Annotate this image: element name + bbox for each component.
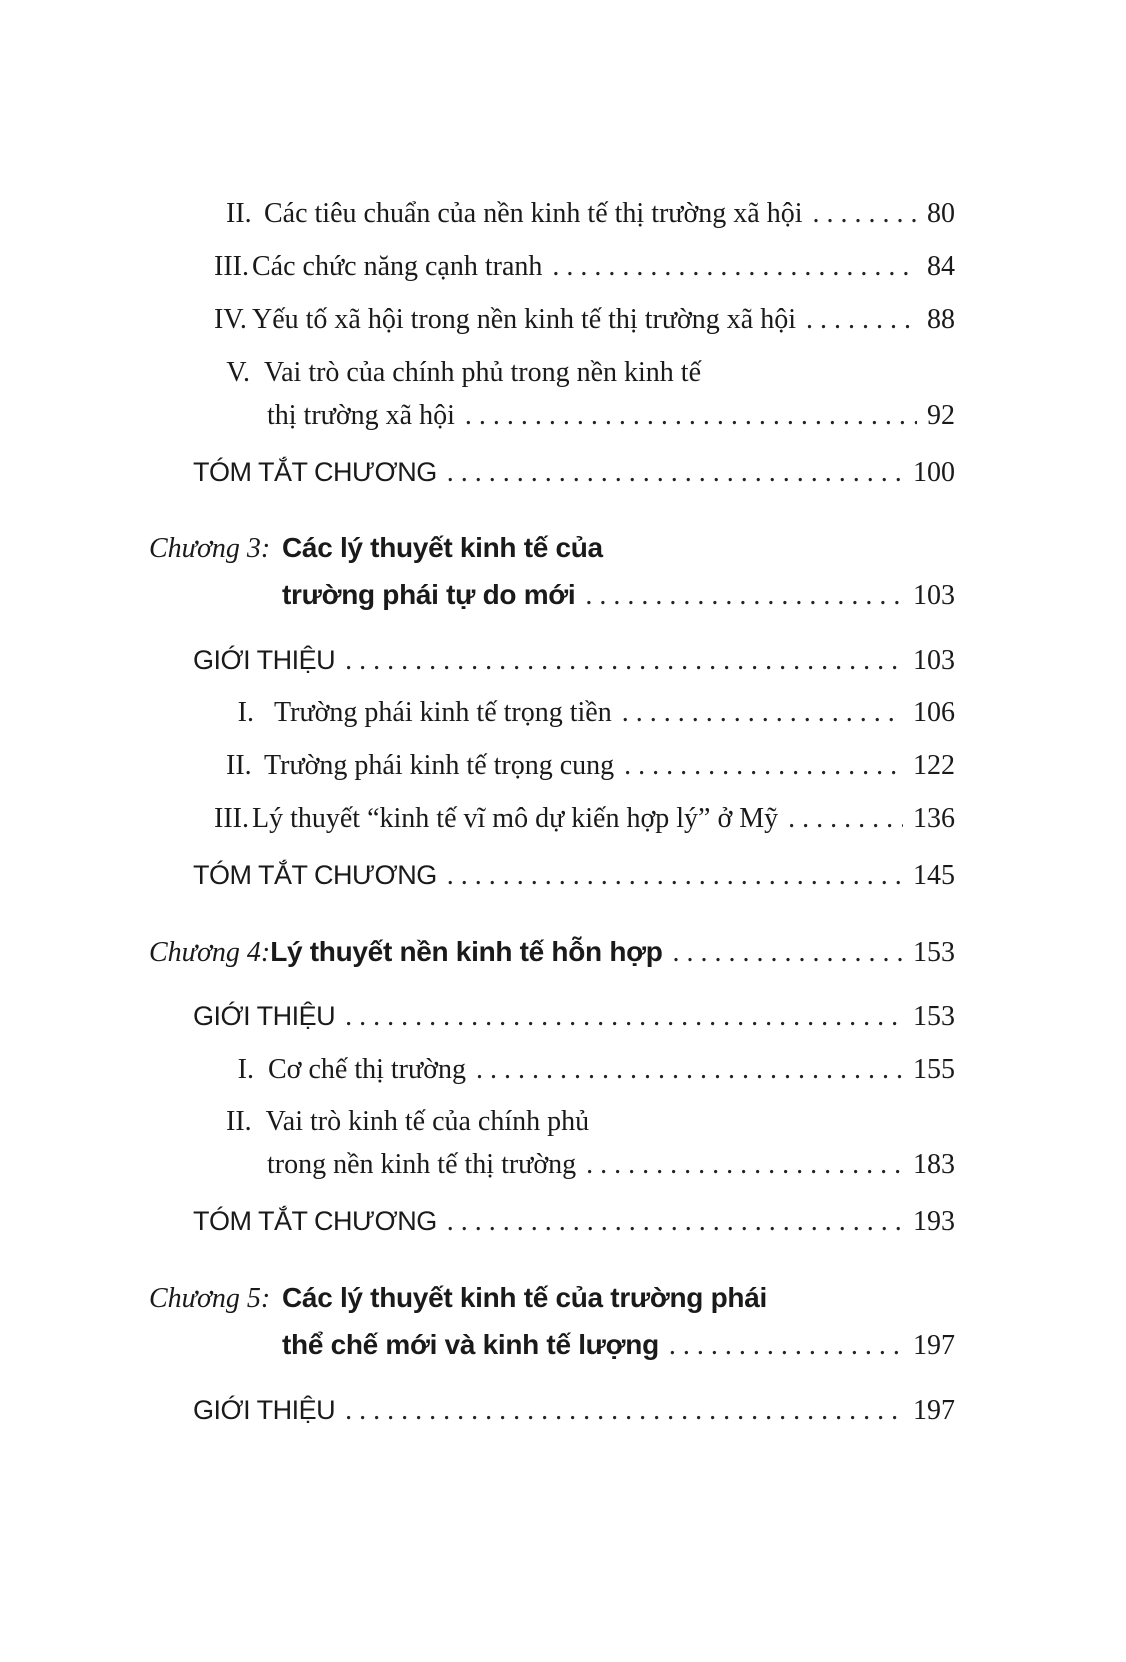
- chapter-heading: [149, 934, 955, 971]
- dot-leader: [345, 643, 903, 679]
- dot-leader: [552, 249, 917, 285]
- page-number: 197: [913, 1330, 955, 1361]
- dot-leader: [447, 1204, 903, 1240]
- entry-title-continued: thị trường xã hội: [267, 400, 455, 431]
- entry-title: TÓM TẮT CHƯƠNG: [193, 860, 437, 890]
- dot-leader: [585, 578, 903, 614]
- dot-leader: [806, 302, 917, 338]
- section-number: I.: [237, 1054, 254, 1085]
- entry-title: Trường phái kinh tế trọng tiền: [274, 697, 612, 728]
- section-number: IV.: [214, 304, 247, 335]
- chapter-label: Chương 5:: [149, 1283, 271, 1314]
- toc-entry: [267, 1147, 955, 1183]
- page-number: 145: [913, 860, 955, 891]
- dot-leader: [622, 695, 903, 731]
- toc-entry: [226, 196, 955, 232]
- dot-leader: [586, 1147, 903, 1183]
- page-number: 183: [913, 1149, 955, 1180]
- page-number: 193: [913, 1206, 955, 1237]
- dot-leader: [813, 196, 918, 232]
- toc-entry: [236, 1052, 955, 1088]
- dot-leader: [465, 398, 917, 434]
- page-number: 84: [927, 251, 955, 282]
- section-number: II.: [226, 1106, 252, 1137]
- toc-entry: [282, 577, 955, 614]
- dot-leader: [673, 935, 903, 971]
- toc-entry-line1: [226, 355, 701, 391]
- dot-leader: [345, 1393, 903, 1429]
- dot-leader: [624, 748, 903, 784]
- page-number: 106: [913, 697, 955, 728]
- page-number: 92: [927, 400, 955, 431]
- toc-entry: [193, 642, 955, 679]
- dot-leader: [447, 455, 903, 491]
- section-number: II.: [226, 750, 252, 781]
- section-number: III.: [214, 251, 249, 282]
- toc-entry: [282, 1327, 955, 1364]
- chapter-heading: [149, 530, 603, 567]
- toc-entry-line1: [226, 1104, 589, 1140]
- dot-leader: [447, 858, 903, 894]
- entry-title: GIỚI THIỆU: [193, 1001, 336, 1031]
- section-number: III.: [214, 803, 249, 834]
- toc-entry: [193, 998, 955, 1035]
- entry-title: TÓM TẮT CHƯƠNG: [193, 1206, 437, 1236]
- page-number: 88: [927, 304, 955, 335]
- toc-entry: [193, 857, 955, 894]
- page-number: 80: [927, 198, 955, 229]
- entry-title: Cơ chế thị trường: [268, 1054, 466, 1085]
- chapter-title-continued: trường phái tự do mới: [282, 579, 576, 610]
- toc-entry: [193, 1203, 955, 1240]
- toc-entry: [193, 1392, 955, 1429]
- toc-entry: [214, 801, 955, 837]
- dot-leader: [476, 1052, 903, 1088]
- chapter-title: Các lý thuyết kinh tế của: [282, 532, 603, 563]
- chapter-title-continued: thể chế mới và kinh tế lượng: [282, 1329, 659, 1360]
- page-number: 122: [913, 750, 955, 781]
- toc-entry: [236, 695, 955, 731]
- section-number: V.: [226, 357, 250, 388]
- chapter-title: Lý thuyết nền kinh tế hỗn hợp: [270, 936, 663, 967]
- page-number: 153: [913, 1001, 955, 1032]
- page-number: 103: [913, 645, 955, 676]
- toc-entry: [193, 454, 955, 491]
- page-number: 100: [913, 457, 955, 488]
- entry-title: GIỚI THIỆU: [193, 645, 336, 675]
- entry-title: Vai trò của chính phủ trong nền kinh tế: [264, 357, 702, 388]
- toc-entry: [226, 748, 955, 784]
- chapter-heading: [149, 1280, 767, 1317]
- entry-title-continued: trong nền kinh tế thị trường: [267, 1149, 577, 1180]
- entry-title: Yếu tố xã hội trong nền kinh tế thị trường xã hội: [252, 304, 797, 335]
- chapter-label: Chương 4:: [149, 937, 271, 968]
- page-number: 136: [913, 803, 955, 834]
- dot-leader: [669, 1328, 903, 1364]
- entry-title: Các chức năng cạnh tranh: [252, 251, 543, 282]
- entry-title: Các tiêu chuẩn của nền kinh tế thị trường xã hội: [264, 198, 803, 229]
- page-number: 103: [913, 580, 955, 611]
- toc-entry: [214, 249, 955, 285]
- toc-entry: [214, 302, 955, 338]
- entry-title: GIỚI THIỆU: [193, 1395, 336, 1425]
- entry-title: Trường phái kinh tế trọng cung: [264, 750, 615, 781]
- dot-leader: [788, 801, 903, 837]
- chapter-title: Các lý thuyết kinh tế của trường phái: [282, 1282, 767, 1313]
- chapter-label: Chương 3:: [149, 533, 271, 564]
- page-number: 155: [913, 1054, 955, 1085]
- section-number: I.: [237, 697, 254, 728]
- page-number: 153: [913, 937, 955, 968]
- entry-title: Lý thuyết “kinh tế vĩ mô dự kiến hợp lý” ở Mỹ: [252, 803, 779, 834]
- section-number: II.: [226, 198, 252, 229]
- entry-title: Vai trò kinh tế của chính phủ: [265, 1106, 590, 1137]
- toc-entry: [267, 398, 955, 434]
- dot-leader: [345, 999, 903, 1035]
- page-number: 197: [913, 1395, 955, 1426]
- entry-title: TÓM TẮT CHƯƠNG: [193, 457, 437, 487]
